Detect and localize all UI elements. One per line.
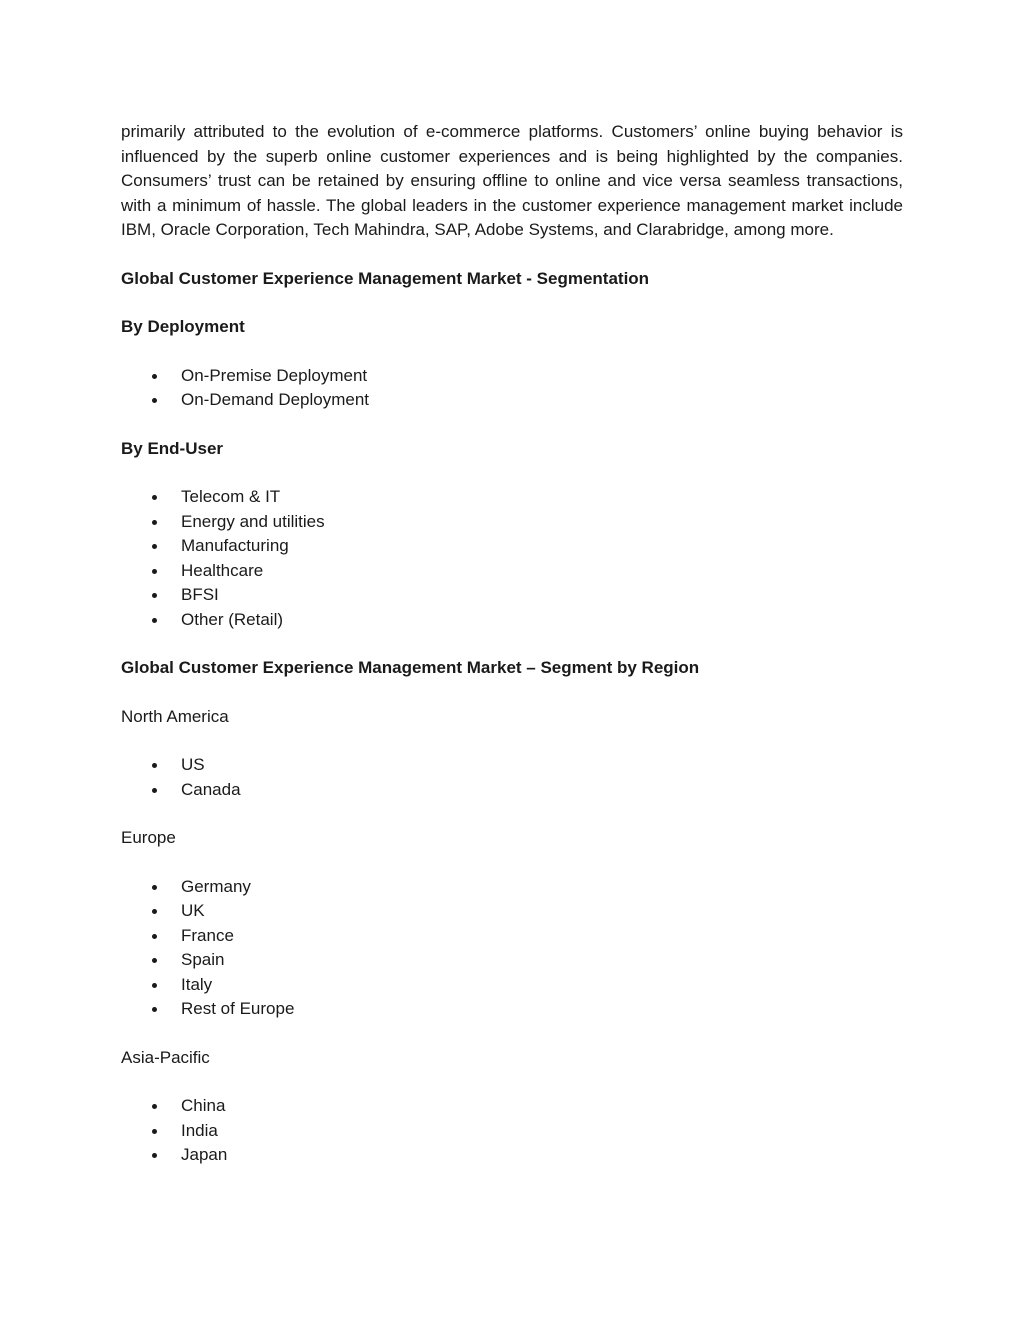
list-item (121, 1119, 903, 1144)
list-item-label: On-Premise Deployment (181, 365, 368, 385)
region-heading: Global Customer Experience Management Market – Segment by Region (121, 658, 700, 677)
end-user-list (121, 485, 903, 632)
list-item (121, 583, 903, 608)
list-item-label: France (181, 925, 234, 945)
list-item-label: Telecom & IT (181, 487, 281, 506)
north-america-list (121, 753, 903, 802)
list-item (121, 997, 903, 1022)
list-item-label: Manufacturing (181, 536, 289, 555)
list-item-label: Other (Retail) (181, 609, 284, 629)
list-item-label: Energy and utilities (181, 511, 325, 531)
list-item (121, 778, 903, 803)
bullet-icon (152, 958, 157, 963)
north-america-heading: North America (121, 706, 229, 726)
bullet-icon (152, 544, 157, 549)
list-item-label: Italy (181, 974, 213, 994)
bullet-icon (152, 569, 157, 574)
list-item-label: On-Demand Deployment (181, 390, 370, 409)
list-item-label: Canada (181, 779, 241, 799)
list-item (121, 559, 903, 584)
europe-heading: Europe (121, 828, 176, 847)
list-item (121, 924, 903, 949)
bullet-icon (152, 1153, 157, 1158)
bullet-icon (152, 763, 157, 768)
bullet-icon (152, 520, 157, 525)
bullet-icon (152, 788, 157, 793)
intro-paragraph: primarily attributed to the evolution of e-commerce platforms. Customers’ online buying behavior is influenced by the superb online customer experiences and is being highlighted by the companies. Consumers’ trust can be retained by ensuring offline to online and vice versa seamless transactions, with a minimum of hassle. The global leaders in the customer experience management market include IBM, Oracle Corporation, Tech Mahindra, SAP, Adobe Systems, and Clarabridge, among more. (121, 122, 903, 239)
asia-pacific-heading: Asia-Pacific (121, 1047, 210, 1067)
list-item-label: UK (181, 901, 205, 920)
bullet-icon (152, 983, 157, 988)
list-item (121, 1094, 903, 1119)
list-item (121, 899, 903, 924)
list-item (121, 973, 903, 998)
bullet-icon (152, 934, 157, 939)
deployment-list (121, 364, 903, 413)
list-item (121, 510, 903, 535)
list-item-label: Germany (181, 876, 251, 896)
end-user-heading: By End-User (121, 438, 224, 458)
bullet-icon (152, 398, 157, 403)
list-item (121, 753, 903, 778)
list-item (121, 948, 903, 973)
list-item (121, 875, 903, 900)
list-item (121, 485, 903, 510)
asia-pacific-list (121, 1094, 903, 1168)
list-item-label: Japan (181, 1145, 228, 1164)
bullet-icon (152, 885, 157, 890)
list-item-label: Spain (181, 950, 225, 969)
bullet-icon (152, 618, 157, 623)
deployment-heading: By Deployment (121, 317, 245, 336)
bullet-icon (152, 1007, 157, 1012)
list-item-label: BFSI (181, 585, 219, 604)
bullet-icon (152, 495, 157, 500)
bullet-icon (152, 1129, 157, 1134)
europe-list (121, 875, 903, 1022)
list-item-label: India (181, 1120, 218, 1140)
list-item-label: Rest of Europe (181, 999, 295, 1018)
bullet-icon (152, 1104, 157, 1109)
bullet-icon (152, 374, 157, 379)
list-item (121, 534, 903, 559)
list-item-label: China (181, 1096, 226, 1115)
bullet-icon (152, 593, 157, 598)
list-item (121, 388, 903, 413)
list-item (121, 608, 903, 633)
segmentation-heading: Global Customer Experience Management Market - Segmentation (121, 268, 650, 288)
document-page (121, 120, 903, 1168)
bullet-icon (152, 909, 157, 914)
list-item-label: US (181, 755, 205, 774)
list-item (121, 1143, 903, 1168)
list-item-label: Healthcare (181, 560, 264, 580)
list-item (121, 364, 903, 389)
